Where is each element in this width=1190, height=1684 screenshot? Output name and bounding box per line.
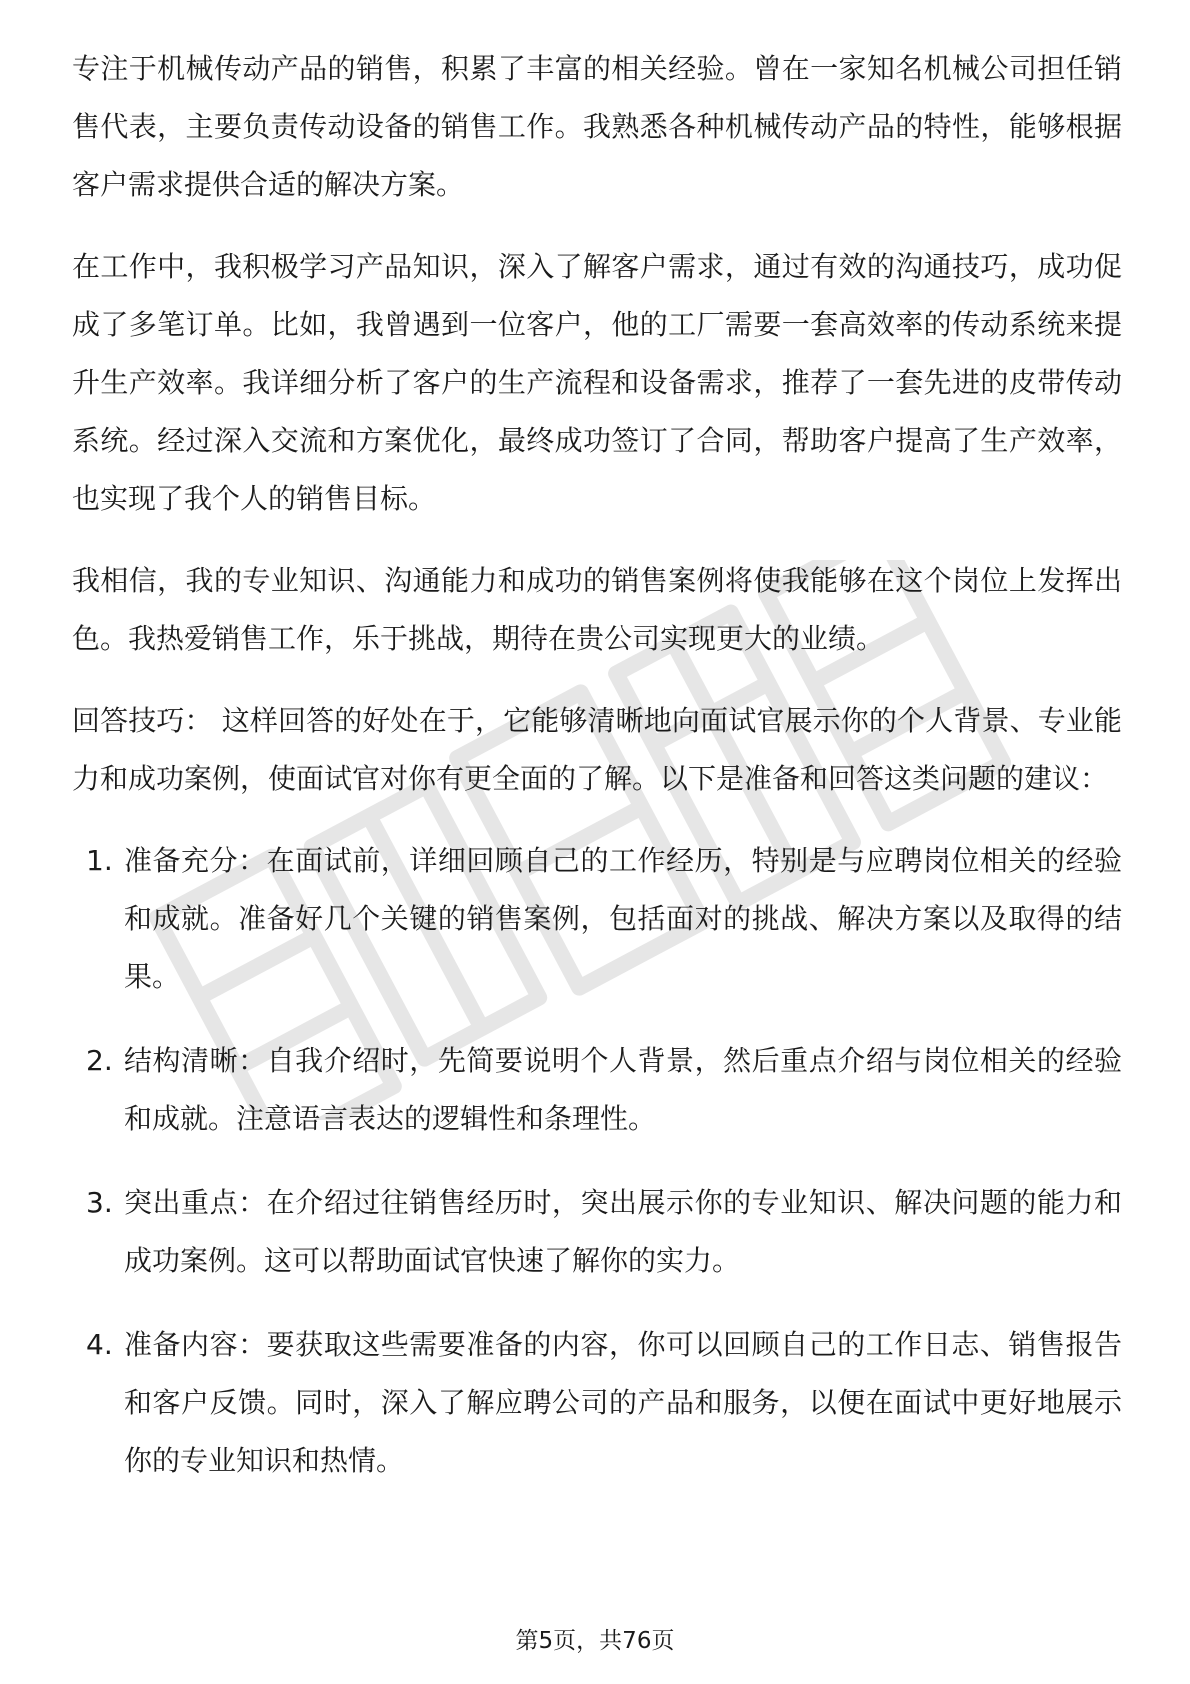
page-number: 第5页，共76页 bbox=[515, 1628, 675, 1654]
tips-intro: 回答技巧： 这样回答的好处在于，它能够清晰地向面试官展示你的个人背景、专业能力和成功案例，使面试官对你有更全面的了解。以下是准备和回答这类问题的建议： bbox=[72, 704, 1122, 795]
list-number: 2. bbox=[86, 1044, 113, 1077]
list-number: 1. bbox=[86, 844, 113, 877]
list-number: 4. bbox=[86, 1328, 113, 1361]
list-item-text: 结构清晰：自我介绍时，先简要说明个人背景，然后重点介绍与岗位相关的经验和成就。注意语言表达的逻辑性和条理性。 bbox=[124, 1044, 1122, 1135]
list-item-text: 准备内容：要获取这些需要准备的内容，你可以回顾自己的工作日志、销售报告和客户反馈。同时，深入了解应聘公司的产品和服务，以便在面试中更好地展示你的专业知识和热情。 bbox=[124, 1328, 1122, 1477]
list-item bbox=[72, 1174, 1122, 1290]
list-item bbox=[72, 1316, 1122, 1490]
list-number: 3. bbox=[86, 1186, 113, 1219]
tips-list bbox=[72, 832, 1122, 1490]
list-item-text: 突出重点：在介绍过往销售经历时，突出展示你的专业知识、解决问题的能力和成功案例。这可以帮助面试官快速了解你的实力。 bbox=[124, 1186, 1122, 1277]
list-item bbox=[72, 1032, 1122, 1148]
document-body bbox=[72, 40, 1122, 1516]
list-item-text: 准备充分：在面试前，详细回顾自己的工作经历，特别是与应聘岗位相关的经验和成就。准备好几个关键的销售案例，包括面对的挑战、解决方案以及取得的结果。 bbox=[124, 844, 1122, 993]
paragraph-work-example: 在工作中，我积极学习产品知识，深入了解客户需求，通过有效的沟通技巧，成功促成了多笔订单。比如，我曾遇到一位客户，他的工厂需要一套高效率的传动系统来提升生产效率。我详细分析了客户的生产流程和设备需求，推荐了一套先进的皮带传动系统。经过深入交流和方案优化，最终成功签订了合同，帮助客户提高了生产效率，也实现了我个人的销售目标。 bbox=[72, 250, 1122, 515]
paragraph-conclusion: 我相信，我的专业知识、沟通能力和成功的销售案例将使我能够在这个岗位上发挥出色。我热爱销售工作，乐于挑战，期待在贵公司实现更大的业绩。 bbox=[72, 564, 1122, 655]
paragraph-experience: 专注于机械传动产品的销售，积累了丰富的相关经验。曾在一家知名机械公司担任销售代表，主要负责传动设备的销售工作。我熟悉各种机械传动产品的特性，能够根据客户需求提供合适的解决方案。 bbox=[72, 52, 1122, 201]
list-item bbox=[72, 832, 1122, 1006]
